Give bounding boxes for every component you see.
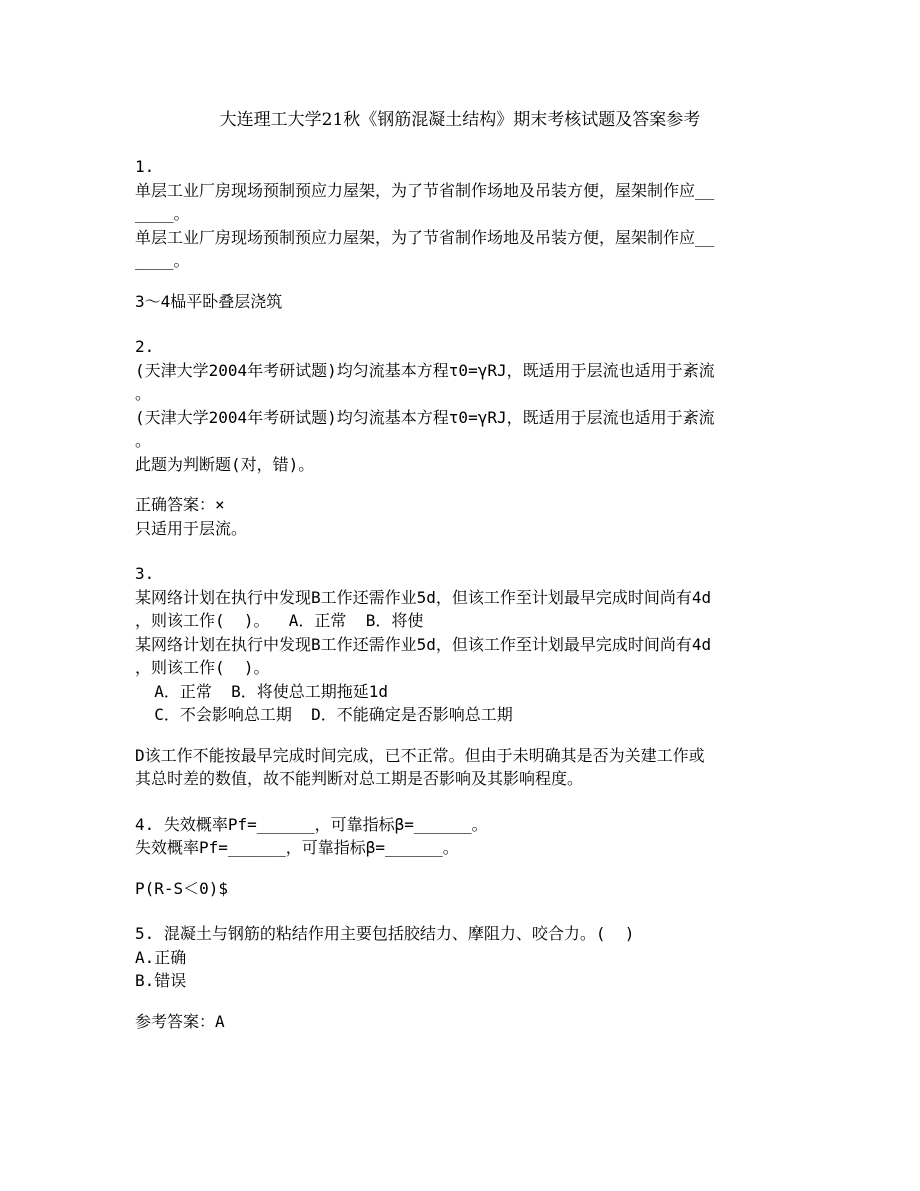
q3-stem-line: 某网络计划在执行中发现B工作还需作业5d，但该工作至计划最早完成时间尚有4d xyxy=(135,634,712,654)
q3-stem-line: ，则该工作( )。 A．正常 B．将使 xyxy=(135,611,424,630)
q2-stem-line: 。 xyxy=(135,384,152,403)
q3-stem-line: 某网络计划在执行中发现B工作还需作业5d，但该工作至计划最早完成时间尚有4d xyxy=(135,587,712,607)
document-body xyxy=(135,155,795,1033)
q4-answer: P(R-S＜0)$ xyxy=(135,878,229,898)
q1-stem-line: 单层工业厂房现场预制预应力屋架，为了节省制作场地及吊装方便，屋架制作应__ xyxy=(135,180,715,200)
q5-answer: 参考答案：A xyxy=(135,1011,225,1031)
q1-number: 1. xyxy=(135,157,155,176)
q5-option-a: A.正确 xyxy=(135,947,187,967)
q3-answer-line: 其总时差的数值，故不能判断对总工期是否影响及其影响程度。 xyxy=(135,769,584,788)
q2-note: 此题为判断题(对，错)。 xyxy=(135,454,315,474)
q3-number: 3. xyxy=(135,564,155,583)
q5-stem: 5. 混凝土与钢筋的粘结作用主要包括胶结力、摩阻力、咬合力。( ) xyxy=(135,924,635,943)
q3-options-cd: C．不会影响总工期 D．不能确定是否影响总工期 xyxy=(135,705,513,724)
q4-stem-line: 4. 失效概率Pf=______，可靠指标β=______。 xyxy=(135,814,488,834)
q2-stem-line: (天津大学2004年考研试题)均匀流基本方程τ0=γRJ，既适用于层流也适用于紊流 xyxy=(135,360,715,380)
q2-number: 2. xyxy=(135,337,155,356)
q2-stem-line: (天津大学2004年考研试题)均匀流基本方程τ0=γRJ，既适用于层流也适用于紊流 xyxy=(135,407,715,427)
q2-explanation: 只适用于层流。 xyxy=(135,518,248,538)
document-title: 大连理工大学21秋《钢筋混凝土结构》期末考核试题及答案参考 xyxy=(219,110,701,130)
q3-options-ab: A．正常 B．将使总工期拖延1d xyxy=(135,681,389,701)
q4-stem-line: 失效概率Pf=______，可靠指标β=______。 xyxy=(135,838,459,857)
q1-stem-line: ____。 xyxy=(135,204,190,223)
q2-stem-line: 。 xyxy=(135,431,152,450)
q1-stem-line: ____。 xyxy=(135,251,190,270)
q3-answer-line: D该工作不能按最早完成时间完成，已不正常。但由于未明确其是否为关建工作或 xyxy=(135,745,705,765)
q2-answer: 正确答案：× xyxy=(135,495,225,514)
q3-stem-line: ，则该工作( )。 xyxy=(135,658,270,677)
q5-option-b: B.错误 xyxy=(135,971,187,990)
q1-answer: 3～4榀平卧叠层浇筑 xyxy=(135,291,283,311)
q1-stem-line: 单层工业厂房现场预制预应力屋架，为了节省制作场地及吊装方便，屋架制作应__ xyxy=(135,227,715,247)
